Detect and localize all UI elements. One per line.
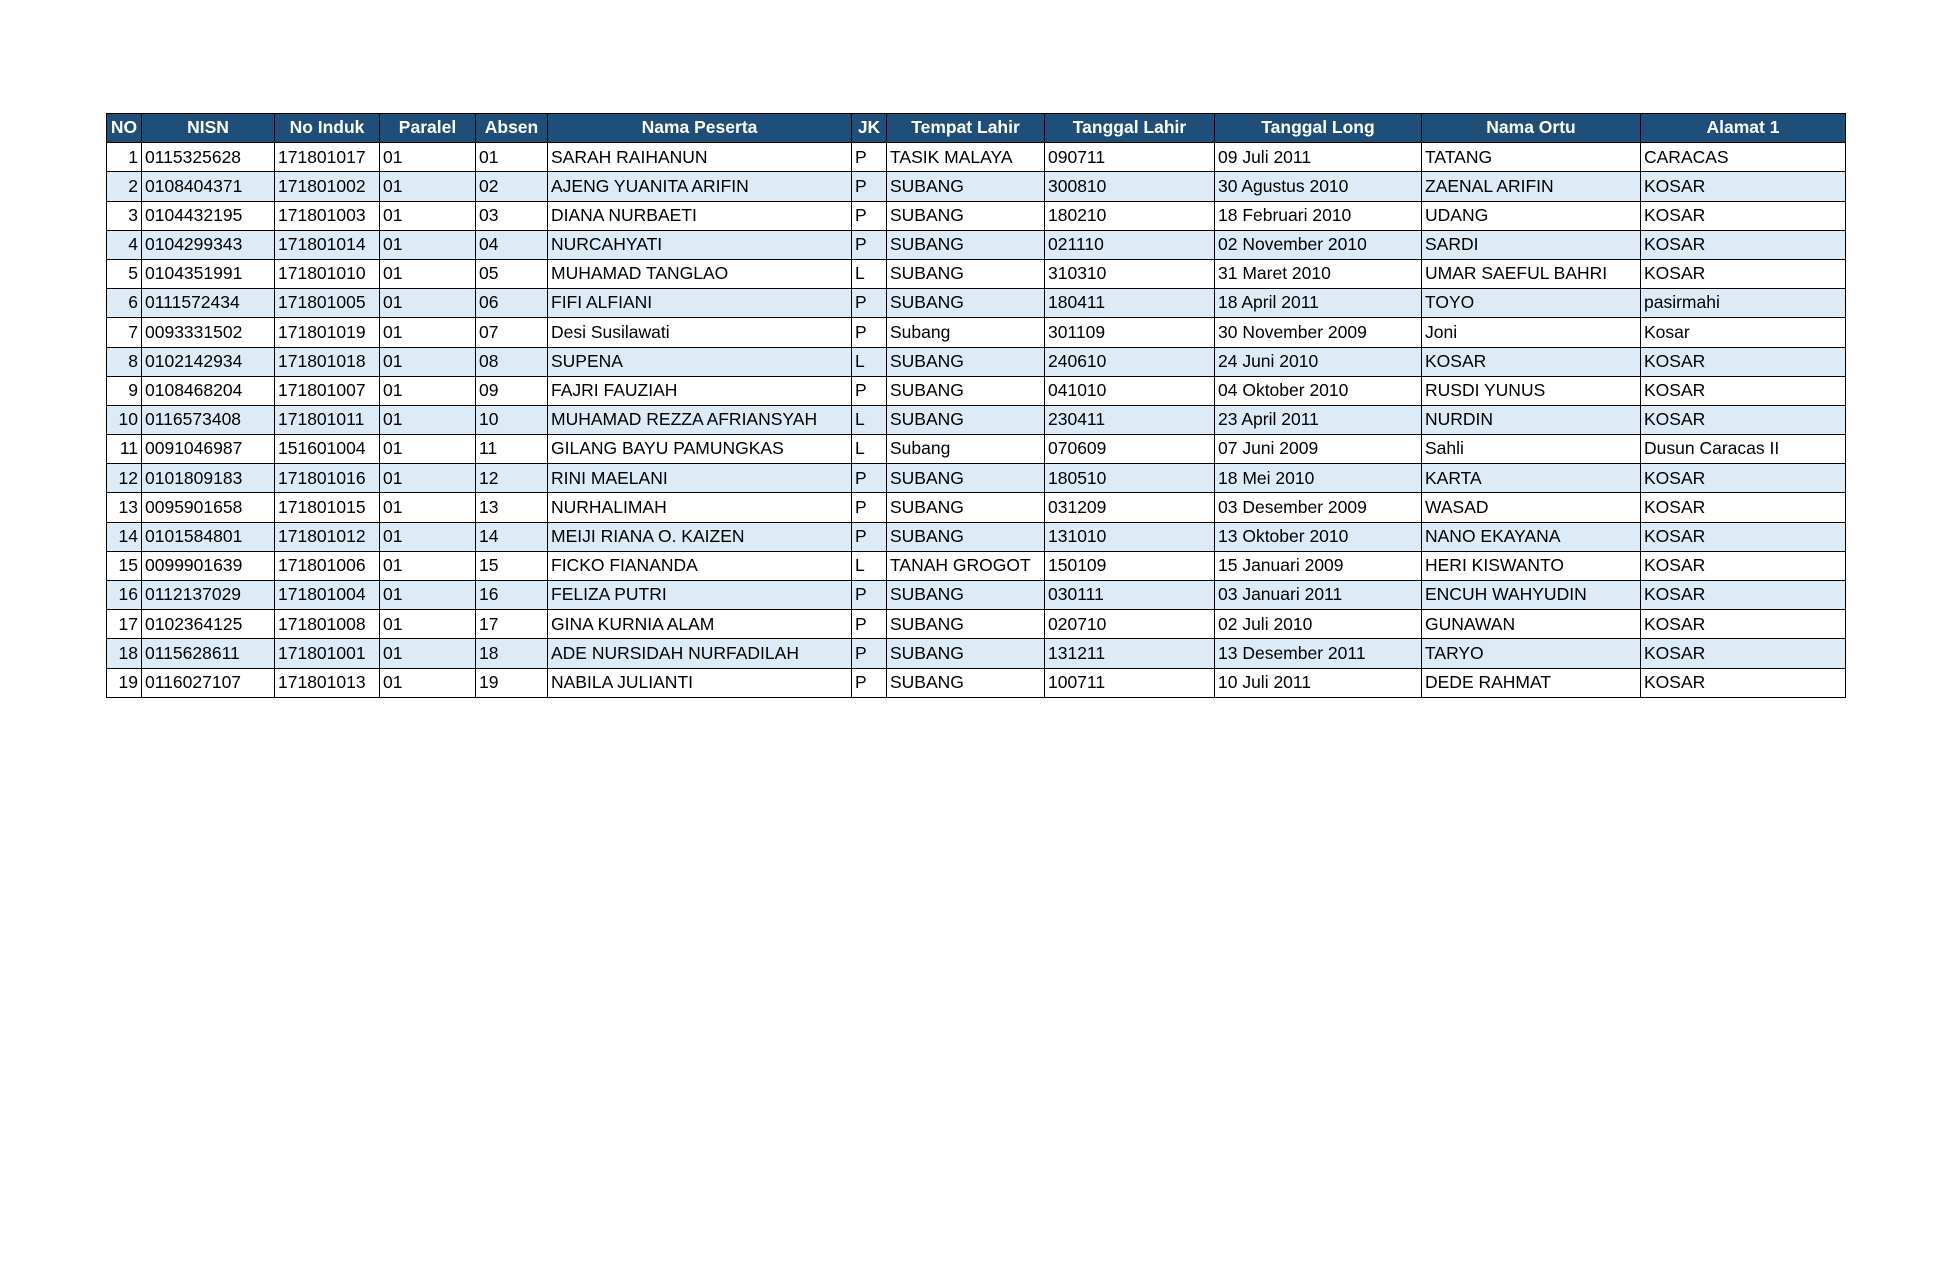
cell-no: 11 <box>107 435 142 464</box>
cell-jk: P <box>852 639 887 668</box>
cell-nama-peserta: NURHALIMAH <box>548 493 852 522</box>
cell-nama-ortu: DEDE RAHMAT <box>1422 668 1641 697</box>
cell-tempat-lahir: SUBANG <box>887 201 1045 230</box>
cell-jk: P <box>852 493 887 522</box>
cell-nisn: 0111572434 <box>142 289 275 318</box>
cell-paralel: 01 <box>380 639 476 668</box>
cell-paralel: 01 <box>380 551 476 580</box>
cell-nama-peserta: FELIZA PUTRI <box>548 581 852 610</box>
cell-tanggal-lahir: 070609 <box>1045 435 1215 464</box>
cell-tempat-lahir: SUBANG <box>887 464 1045 493</box>
cell-no-induk: 171801003 <box>275 201 380 230</box>
cell-no-induk: 171801013 <box>275 668 380 697</box>
cell-absen: 10 <box>476 405 548 434</box>
cell-tanggal-lahir: 301109 <box>1045 318 1215 347</box>
cell-tanggal-lahir: 020710 <box>1045 610 1215 639</box>
cell-absen: 12 <box>476 464 548 493</box>
cell-no: 14 <box>107 522 142 551</box>
cell-absen: 14 <box>476 522 548 551</box>
cell-no: 10 <box>107 405 142 434</box>
cell-tanggal-long: 30 Agustus 2010 <box>1215 172 1422 201</box>
table-row <box>107 259 1846 288</box>
table-row <box>107 318 1846 347</box>
cell-jk: P <box>852 376 887 405</box>
cell-tanggal-long: 23 April 2011 <box>1215 405 1422 434</box>
cell-absen: 19 <box>476 668 548 697</box>
cell-tanggal-lahir: 300810 <box>1045 172 1215 201</box>
cell-tanggal-long: 02 Juli 2010 <box>1215 610 1422 639</box>
table-row <box>107 143 1846 172</box>
cell-tanggal-long: 18 Februari 2010 <box>1215 201 1422 230</box>
header-col-jk: JK <box>852 114 887 143</box>
cell-jk: P <box>852 201 887 230</box>
cell-no-induk: 171801019 <box>275 318 380 347</box>
cell-no: 1 <box>107 143 142 172</box>
cell-alamat-1: KOSAR <box>1641 201 1846 230</box>
cell-jk: L <box>852 259 887 288</box>
cell-no: 18 <box>107 639 142 668</box>
cell-paralel: 01 <box>380 347 476 376</box>
cell-nisn: 0104299343 <box>142 230 275 259</box>
student-table-sheet <box>106 113 1846 698</box>
table-row <box>107 581 1846 610</box>
table-row <box>107 639 1846 668</box>
cell-paralel: 01 <box>380 405 476 434</box>
cell-nisn: 0091046987 <box>142 435 275 464</box>
cell-tempat-lahir: SUBANG <box>887 668 1045 697</box>
cell-alamat-1: KOSAR <box>1641 172 1846 201</box>
cell-nisn: 0101584801 <box>142 522 275 551</box>
cell-absen: 01 <box>476 143 548 172</box>
table-body <box>107 143 1846 698</box>
cell-jk: L <box>852 551 887 580</box>
cell-tanggal-long: 02 November 2010 <box>1215 230 1422 259</box>
cell-nisn: 0093331502 <box>142 318 275 347</box>
cell-absen: 18 <box>476 639 548 668</box>
cell-tanggal-lahir: 240610 <box>1045 347 1215 376</box>
header-col-tempat-lahir: Tempat Lahir <box>887 114 1045 143</box>
cell-nisn: 0102364125 <box>142 610 275 639</box>
cell-paralel: 01 <box>380 581 476 610</box>
cell-jk: P <box>852 318 887 347</box>
cell-alamat-1: pasirmahi <box>1641 289 1846 318</box>
table-row <box>107 668 1846 697</box>
cell-no-induk: 171801010 <box>275 259 380 288</box>
cell-tanggal-long: 10 Juli 2011 <box>1215 668 1422 697</box>
cell-tanggal-long: 03 Januari 2011 <box>1215 581 1422 610</box>
cell-alamat-1: CARACAS <box>1641 143 1846 172</box>
cell-no-induk: 171801007 <box>275 376 380 405</box>
cell-absen: 04 <box>476 230 548 259</box>
cell-alamat-1: KOSAR <box>1641 259 1846 288</box>
cell-nama-peserta: SUPENA <box>548 347 852 376</box>
table-row <box>107 289 1846 318</box>
cell-nisn: 0115325628 <box>142 143 275 172</box>
table-row <box>107 230 1846 259</box>
cell-tempat-lahir: Subang <box>887 318 1045 347</box>
table-header <box>107 114 1846 143</box>
cell-tempat-lahir: SUBANG <box>887 405 1045 434</box>
cell-tanggal-long: 24 Juni 2010 <box>1215 347 1422 376</box>
cell-tempat-lahir: SUBANG <box>887 639 1045 668</box>
cell-tanggal-long: 13 Oktober 2010 <box>1215 522 1422 551</box>
cell-no-induk: 171801001 <box>275 639 380 668</box>
cell-no-induk: 171801018 <box>275 347 380 376</box>
cell-paralel: 01 <box>380 435 476 464</box>
cell-alamat-1: KOSAR <box>1641 610 1846 639</box>
cell-nama-ortu: GUNAWAN <box>1422 610 1641 639</box>
cell-nama-ortu: KARTA <box>1422 464 1641 493</box>
cell-tempat-lahir: SUBANG <box>887 347 1045 376</box>
cell-nisn: 0108468204 <box>142 376 275 405</box>
cell-nama-ortu: TOYO <box>1422 289 1641 318</box>
cell-tanggal-lahir: 041010 <box>1045 376 1215 405</box>
table-row <box>107 376 1846 405</box>
student-table <box>106 113 1846 698</box>
cell-alamat-1: KOSAR <box>1641 581 1846 610</box>
cell-absen: 09 <box>476 376 548 405</box>
cell-no-induk: 171801014 <box>275 230 380 259</box>
cell-jk: P <box>852 610 887 639</box>
header-row <box>107 114 1846 143</box>
table-row <box>107 493 1846 522</box>
cell-tempat-lahir: SUBANG <box>887 230 1045 259</box>
cell-jk: L <box>852 405 887 434</box>
cell-nama-ortu: NANO EKAYANA <box>1422 522 1641 551</box>
cell-nama-ortu: UDANG <box>1422 201 1641 230</box>
cell-no-induk: 171801016 <box>275 464 380 493</box>
cell-nama-ortu: RUSDI YUNUS <box>1422 376 1641 405</box>
cell-nisn: 0104432195 <box>142 201 275 230</box>
header-col-no-induk: No Induk <box>275 114 380 143</box>
cell-nama-peserta: AJENG YUANITA ARIFIN <box>548 172 852 201</box>
cell-nama-peserta: FAJRI FAUZIAH <box>548 376 852 405</box>
cell-paralel: 01 <box>380 230 476 259</box>
cell-tempat-lahir: TANAH GROGOT <box>887 551 1045 580</box>
cell-tempat-lahir: SUBANG <box>887 376 1045 405</box>
cell-nama-ortu: UMAR SAEFUL BAHRI <box>1422 259 1641 288</box>
cell-nama-ortu: Sahli <box>1422 435 1641 464</box>
cell-no: 7 <box>107 318 142 347</box>
cell-nama-peserta: NURCAHYATI <box>548 230 852 259</box>
cell-nama-peserta: GILANG BAYU PAMUNGKAS <box>548 435 852 464</box>
cell-nisn: 0116573408 <box>142 405 275 434</box>
cell-absen: 05 <box>476 259 548 288</box>
cell-nama-peserta: Desi Susilawati <box>548 318 852 347</box>
cell-paralel: 01 <box>380 172 476 201</box>
cell-tanggal-long: 30 November 2009 <box>1215 318 1422 347</box>
cell-no-induk: 171801006 <box>275 551 380 580</box>
cell-no-induk: 171801012 <box>275 522 380 551</box>
cell-absen: 17 <box>476 610 548 639</box>
cell-absen: 03 <box>476 201 548 230</box>
header-col-paralel: Paralel <box>380 114 476 143</box>
cell-nama-peserta: SARAH RAIHANUN <box>548 143 852 172</box>
cell-nama-ortu: WASAD <box>1422 493 1641 522</box>
cell-nama-peserta: FICKO FIANANDA <box>548 551 852 580</box>
header-col-nama-peserta: Nama Peserta <box>548 114 852 143</box>
cell-tanggal-lahir: 031209 <box>1045 493 1215 522</box>
table-row <box>107 405 1846 434</box>
cell-paralel: 01 <box>380 464 476 493</box>
cell-no-induk: 171801008 <box>275 610 380 639</box>
cell-alamat-1: Dusun Caracas II <box>1641 435 1846 464</box>
cell-alamat-1: KOSAR <box>1641 347 1846 376</box>
cell-jk: P <box>852 464 887 493</box>
cell-tanggal-long: 07 Juni 2009 <box>1215 435 1422 464</box>
cell-tanggal-long: 15 Januari 2009 <box>1215 551 1422 580</box>
cell-nama-ortu: KOSAR <box>1422 347 1641 376</box>
cell-alamat-1: KOSAR <box>1641 493 1846 522</box>
cell-alamat-1: KOSAR <box>1641 230 1846 259</box>
cell-no: 16 <box>107 581 142 610</box>
cell-tanggal-long: 31 Maret 2010 <box>1215 259 1422 288</box>
header-col-alamat-1: Alamat 1 <box>1641 114 1846 143</box>
header-col-nisn: NISN <box>142 114 275 143</box>
cell-tanggal-lahir: 230411 <box>1045 405 1215 434</box>
cell-jk: L <box>852 347 887 376</box>
cell-nama-ortu: ZAENAL ARIFIN <box>1422 172 1641 201</box>
cell-alamat-1: KOSAR <box>1641 405 1846 434</box>
cell-paralel: 01 <box>380 376 476 405</box>
cell-jk: P <box>852 668 887 697</box>
cell-tempat-lahir: TASIK MALAYA <box>887 143 1045 172</box>
cell-absen: 02 <box>476 172 548 201</box>
cell-paralel: 01 <box>380 668 476 697</box>
cell-tempat-lahir: SUBANG <box>887 581 1045 610</box>
cell-nisn: 0099901639 <box>142 551 275 580</box>
header-col-absen: Absen <box>476 114 548 143</box>
cell-nama-peserta: GINA KURNIA ALAM <box>548 610 852 639</box>
cell-nisn: 0115628611 <box>142 639 275 668</box>
table-row <box>107 201 1846 230</box>
cell-nisn: 0101809183 <box>142 464 275 493</box>
cell-nama-ortu: Joni <box>1422 318 1641 347</box>
cell-nama-peserta: NABILA JULIANTI <box>548 668 852 697</box>
table-row <box>107 551 1846 580</box>
table-row <box>107 347 1846 376</box>
cell-no: 3 <box>107 201 142 230</box>
cell-tanggal-lahir: 150109 <box>1045 551 1215 580</box>
cell-tempat-lahir: Subang <box>887 435 1045 464</box>
cell-no-induk: 151601004 <box>275 435 380 464</box>
cell-nama-peserta: ADE NURSIDAH NURFADILAH <box>548 639 852 668</box>
cell-absen: 13 <box>476 493 548 522</box>
cell-paralel: 01 <box>380 522 476 551</box>
table-row <box>107 435 1846 464</box>
cell-tempat-lahir: SUBANG <box>887 610 1045 639</box>
cell-tanggal-lahir: 180210 <box>1045 201 1215 230</box>
table-row <box>107 172 1846 201</box>
cell-tempat-lahir: SUBANG <box>887 493 1045 522</box>
cell-paralel: 01 <box>380 143 476 172</box>
cell-jk: P <box>852 172 887 201</box>
cell-tanggal-lahir: 021110 <box>1045 230 1215 259</box>
cell-nama-ortu: TARYO <box>1422 639 1641 668</box>
cell-no: 19 <box>107 668 142 697</box>
cell-no: 17 <box>107 610 142 639</box>
cell-no: 4 <box>107 230 142 259</box>
cell-nama-peserta: RINI MAELANI <box>548 464 852 493</box>
header-col-nama-ortu: Nama Ortu <box>1422 114 1641 143</box>
cell-no-induk: 171801017 <box>275 143 380 172</box>
cell-alamat-1: KOSAR <box>1641 551 1846 580</box>
cell-no-induk: 171801004 <box>275 581 380 610</box>
table-row <box>107 464 1846 493</box>
cell-nama-peserta: DIANA NURBAETI <box>548 201 852 230</box>
cell-tanggal-long: 04 Oktober 2010 <box>1215 376 1422 405</box>
cell-alamat-1: KOSAR <box>1641 522 1846 551</box>
cell-paralel: 01 <box>380 610 476 639</box>
cell-no: 15 <box>107 551 142 580</box>
cell-tanggal-lahir: 100711 <box>1045 668 1215 697</box>
cell-nama-ortu: NURDIN <box>1422 405 1641 434</box>
header-col-tanggal-lahir: Tanggal Lahir <box>1045 114 1215 143</box>
cell-tempat-lahir: SUBANG <box>887 172 1045 201</box>
cell-paralel: 01 <box>380 318 476 347</box>
cell-no: 6 <box>107 289 142 318</box>
cell-jk: P <box>852 289 887 318</box>
cell-jk: P <box>852 230 887 259</box>
cell-nama-ortu: ENCUH WAHYUDIN <box>1422 581 1641 610</box>
cell-no: 12 <box>107 464 142 493</box>
cell-no-induk: 171801005 <box>275 289 380 318</box>
cell-no: 5 <box>107 259 142 288</box>
cell-tanggal-lahir: 030111 <box>1045 581 1215 610</box>
cell-absen: 06 <box>476 289 548 318</box>
cell-tanggal-lahir: 090711 <box>1045 143 1215 172</box>
cell-nisn: 0104351991 <box>142 259 275 288</box>
cell-absen: 08 <box>476 347 548 376</box>
cell-tempat-lahir: SUBANG <box>887 289 1045 318</box>
cell-tanggal-long: 18 Mei 2010 <box>1215 464 1422 493</box>
table-row <box>107 522 1846 551</box>
cell-no: 13 <box>107 493 142 522</box>
cell-tanggal-lahir: 180411 <box>1045 289 1215 318</box>
cell-nama-peserta: FIFI ALFIANI <box>548 289 852 318</box>
header-col-no: NO <box>107 114 142 143</box>
cell-nama-ortu: SARDI <box>1422 230 1641 259</box>
cell-no: 2 <box>107 172 142 201</box>
cell-jk: P <box>852 143 887 172</box>
cell-no-induk: 171801002 <box>275 172 380 201</box>
cell-no: 8 <box>107 347 142 376</box>
cell-absen: 07 <box>476 318 548 347</box>
cell-jk: L <box>852 435 887 464</box>
cell-tempat-lahir: SUBANG <box>887 259 1045 288</box>
cell-tanggal-lahir: 310310 <box>1045 259 1215 288</box>
cell-nisn: 0102142934 <box>142 347 275 376</box>
cell-nama-ortu: TATANG <box>1422 143 1641 172</box>
cell-paralel: 01 <box>380 201 476 230</box>
cell-alamat-1: KOSAR <box>1641 668 1846 697</box>
table-row <box>107 610 1846 639</box>
cell-nama-peserta: MUHAMAD TANGLAO <box>548 259 852 288</box>
cell-nisn: 0112137029 <box>142 581 275 610</box>
cell-nama-peserta: MEIJI RIANA O. KAIZEN <box>548 522 852 551</box>
cell-nama-peserta: MUHAMAD REZZA AFRIANSYAH <box>548 405 852 434</box>
cell-no: 9 <box>107 376 142 405</box>
header-col-tanggal-long: Tanggal Long <box>1215 114 1422 143</box>
cell-no-induk: 171801015 <box>275 493 380 522</box>
cell-no-induk: 171801011 <box>275 405 380 434</box>
cell-tempat-lahir: SUBANG <box>887 522 1045 551</box>
cell-paralel: 01 <box>380 493 476 522</box>
cell-alamat-1: KOSAR <box>1641 464 1846 493</box>
cell-tanggal-long: 03 Desember 2009 <box>1215 493 1422 522</box>
cell-jk: P <box>852 522 887 551</box>
cell-tanggal-long: 09 Juli 2011 <box>1215 143 1422 172</box>
cell-paralel: 01 <box>380 289 476 318</box>
cell-tanggal-lahir: 131211 <box>1045 639 1215 668</box>
cell-absen: 16 <box>476 581 548 610</box>
cell-alamat-1: KOSAR <box>1641 376 1846 405</box>
cell-absen: 11 <box>476 435 548 464</box>
cell-tanggal-long: 18 April 2011 <box>1215 289 1422 318</box>
cell-nisn: 0116027107 <box>142 668 275 697</box>
cell-nama-ortu: HERI KISWANTO <box>1422 551 1641 580</box>
cell-absen: 15 <box>476 551 548 580</box>
cell-tanggal-lahir: 180510 <box>1045 464 1215 493</box>
cell-nisn: 0108404371 <box>142 172 275 201</box>
cell-jk: P <box>852 581 887 610</box>
cell-paralel: 01 <box>380 259 476 288</box>
cell-alamat-1: Kosar <box>1641 318 1846 347</box>
cell-alamat-1: KOSAR <box>1641 639 1846 668</box>
cell-tanggal-long: 13 Desember 2011 <box>1215 639 1422 668</box>
cell-nisn: 0095901658 <box>142 493 275 522</box>
cell-tanggal-lahir: 131010 <box>1045 522 1215 551</box>
